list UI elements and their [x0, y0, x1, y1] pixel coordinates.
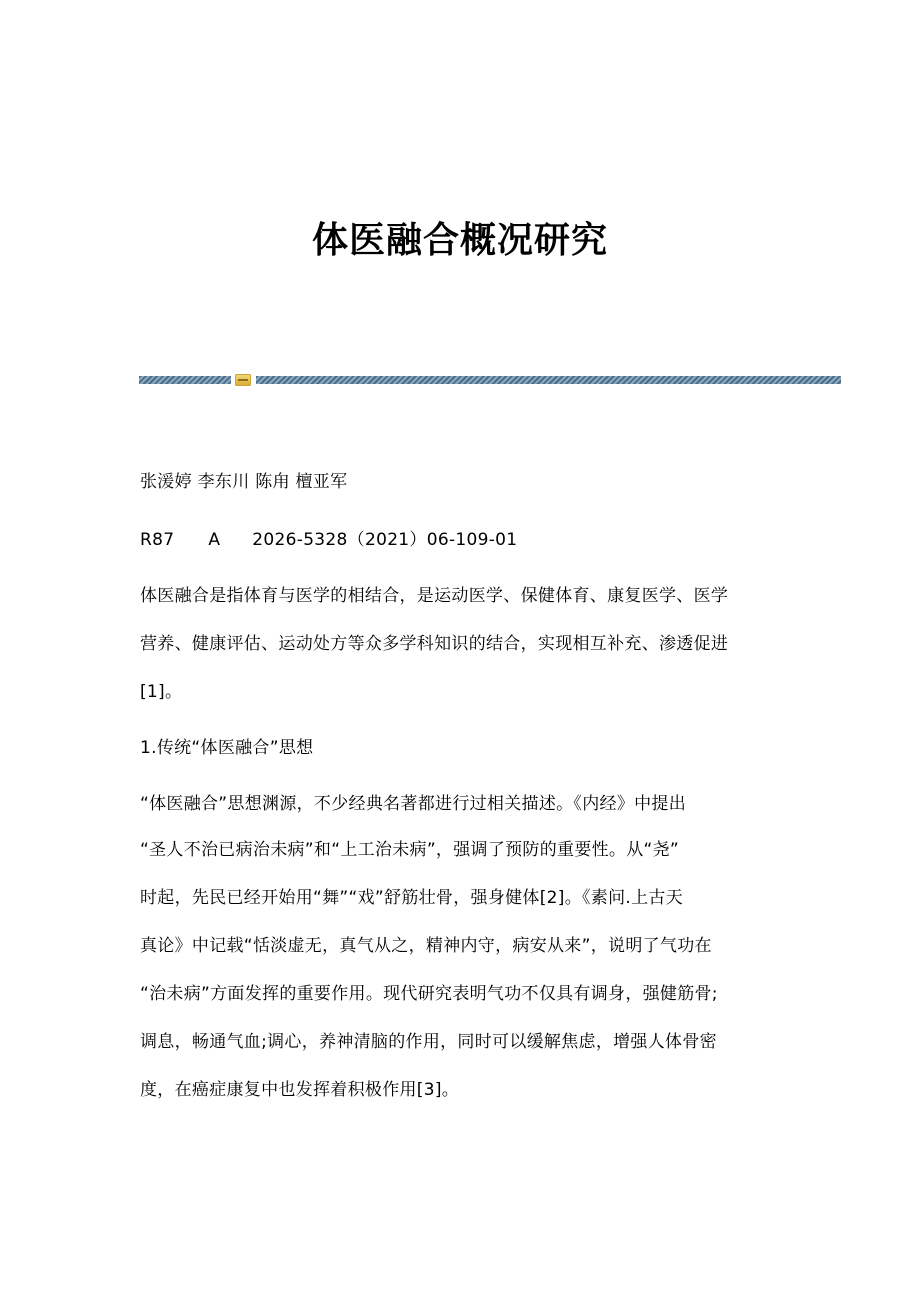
- divider-emblem-icon: [235, 374, 251, 386]
- classification-line: [140, 527, 517, 553]
- section-heading: 1.传统“体医融合”思想: [140, 738, 314, 758]
- body-line: 真论》中记载“恬淡虚无，真气从之，精神内守，病安从来”，说明了气功在: [140, 936, 712, 956]
- title-divider: [139, 375, 841, 385]
- document-title: 体医融合概况研究: [311, 219, 608, 261]
- abstract-line: [1]。: [140, 682, 183, 702]
- body-line: 度，在癌症康复中也发挥着积极作用[3]。: [140, 1080, 460, 1100]
- author-list: 张湲婷 李东川 陈甪 檀亚军: [140, 472, 348, 492]
- clc-code: R87: [140, 530, 175, 550]
- article-id: 2026-5328（2021）06-109-01: [252, 530, 518, 550]
- divider-bar-left: [139, 376, 231, 384]
- body-line: “圣人不治已病治未病”和“上工治未病”，强调了预防的重要性。从“尧”: [140, 840, 680, 860]
- body-line: 调息，畅通气血;调心，养神清脑的作用，同时可以缓解焦虑，增强人体骨密: [140, 1032, 717, 1052]
- body-line: “体医融合”思想渊源，不少经典名著都进行过相关描述。《内经》中提出: [140, 794, 687, 814]
- body-line: 时起，先民已经开始用“舞”“戏”舒筋壮骨，强身健体[2]。《素问.上古天: [140, 888, 684, 908]
- abstract-line: 营养、健康评估、运动处方等众多学科知识的结合，实现相互补充、渗透促进: [140, 634, 729, 654]
- body-line: “治未病”方面发挥的重要作用。现代研究表明气功不仅具有调身，强健筋骨;: [140, 984, 718, 1004]
- abstract-line: 体医融合是指体育与医学的相结合，是运动医学、保健体育、康复医学、医学: [140, 586, 729, 606]
- document-code: A: [208, 530, 221, 550]
- divider-bar-right: [256, 376, 841, 384]
